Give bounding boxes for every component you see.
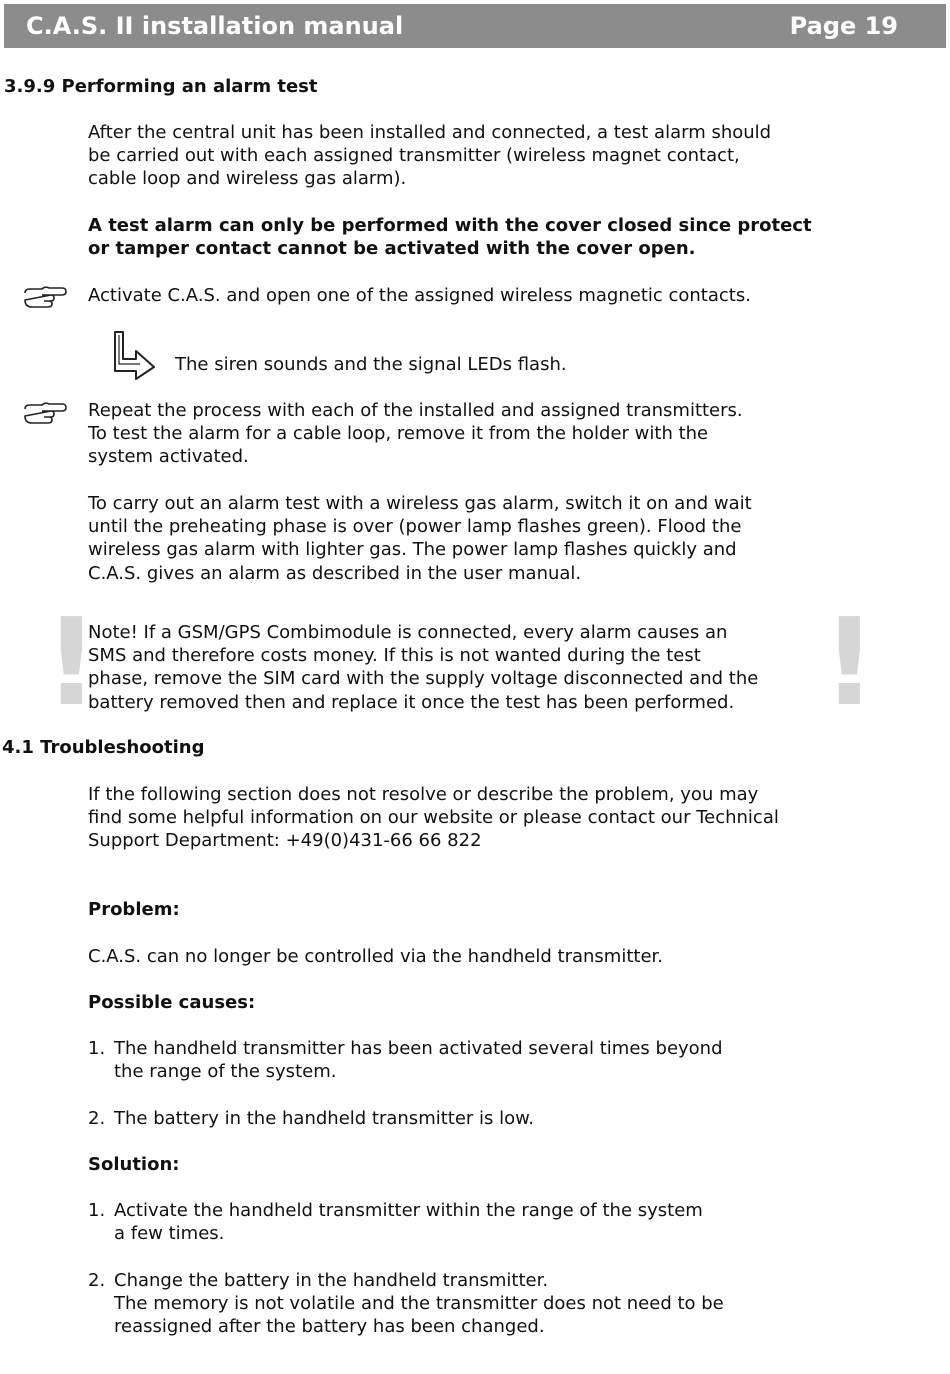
text-line: be carried out with each assigned transmitter (wireless magnet contact, xyxy=(88,145,740,167)
pointing-hand-icon xyxy=(22,284,68,310)
list-number: 1. xyxy=(88,1038,106,1059)
text-line: The battery in the handheld transmitter is low. xyxy=(114,1108,534,1129)
text-line: C.A.S. gives an alarm as described in the user manual. xyxy=(88,562,582,584)
text-line: Change the battery in the handheld transmitter. xyxy=(114,1270,549,1291)
pointing-hand-icon xyxy=(22,400,68,426)
troubleshooting-intro xyxy=(88,783,779,853)
text-line: reassigned after the battery has been changed. xyxy=(114,1316,545,1338)
gsm-note xyxy=(88,621,758,714)
text-line: phase, remove the SIM card with the supply voltage disconnected and the xyxy=(88,668,759,690)
causes-label: Possible causes: xyxy=(88,992,256,1013)
text-line: The memory is not volatile and the transmitter does not need to be xyxy=(114,1293,724,1315)
text-line: battery removed then and replace it once the test has been performed. xyxy=(88,691,735,713)
text-line: A test alarm can only be performed with the cover closed since protect xyxy=(88,215,812,236)
text-line: SMS and therefore costs money. If this is not wanted during the test xyxy=(88,645,701,667)
text-line: The handheld transmitter has been activated several times beyond xyxy=(114,1038,723,1059)
text-line: If the following section does not resolve or describe the problem, you may xyxy=(88,784,759,805)
cause-item-1 xyxy=(88,1037,723,1083)
solution-item-1 xyxy=(88,1199,703,1245)
section-heading-troubleshooting: 4.1 Troubleshooting xyxy=(2,737,205,758)
problem-text: C.A.S. can no longer be controlled via the handheld transmitter. xyxy=(88,946,663,967)
text-line: Support Department: +49(0)431-66 66 822 xyxy=(88,830,482,852)
result-siren: The siren sounds and the signal LEDs flash. xyxy=(175,354,567,375)
text-line: system activated. xyxy=(88,446,249,468)
text-line: a few times. xyxy=(114,1223,225,1245)
page-header xyxy=(4,4,946,48)
text-line: After the central unit has been installed and connected, a test alarm should xyxy=(88,122,772,143)
document-title: C.A.S. II installation manual xyxy=(26,12,404,40)
list-number: 2. xyxy=(88,1270,106,1291)
gas-alarm-test xyxy=(88,492,752,585)
text-line: cable loop and wireless gas alarm). xyxy=(88,168,407,190)
solution-label: Solution: xyxy=(88,1154,180,1175)
solution-item-2 xyxy=(88,1269,724,1339)
text-line: To carry out an alarm test with a wireless gas alarm, switch it on and wait xyxy=(88,493,752,514)
text-line: Activate the handheld transmitter within the range of the system xyxy=(114,1200,703,1221)
text-line: the range of the system. xyxy=(114,1061,337,1083)
alarm-test-warning xyxy=(88,214,812,260)
alarm-test-intro xyxy=(88,121,771,191)
text-line: or tamper contact cannot be activated with the cover open. xyxy=(88,238,696,260)
text-line: until the preheating phase is over (power lamp flashes green). Flood the xyxy=(88,516,742,538)
exclamation-icon: ! xyxy=(44,594,99,733)
result-arrow-icon xyxy=(112,330,158,382)
problem-label: Problem: xyxy=(88,899,180,920)
cause-item-2 xyxy=(88,1107,534,1130)
text-line: wireless gas alarm with lighter gas. The power lamp flashes quickly and xyxy=(88,539,737,561)
step-repeat-process xyxy=(88,399,743,469)
list-number: 2. xyxy=(88,1108,106,1129)
section-heading-alarm-test: 3.9.9 Performing an alarm test xyxy=(4,76,318,97)
text-line: Note! If a GSM/GPS Combimodule is connected, every alarm causes an xyxy=(88,622,728,643)
text-line: To test the alarm for a cable loop, remove it from the holder with the xyxy=(88,423,709,445)
list-number: 1. xyxy=(88,1200,106,1221)
step-open-contact: Activate C.A.S. and open one of the assigned wireless magnetic contacts. xyxy=(88,285,751,306)
text-line: find some helpful information on our website or please contact our Technical xyxy=(88,807,779,829)
text-line: Repeat the process with each of the installed and assigned transmitters. xyxy=(88,400,743,421)
exclamation-icon: ! xyxy=(822,594,877,733)
page-number: Page 19 xyxy=(789,12,898,40)
